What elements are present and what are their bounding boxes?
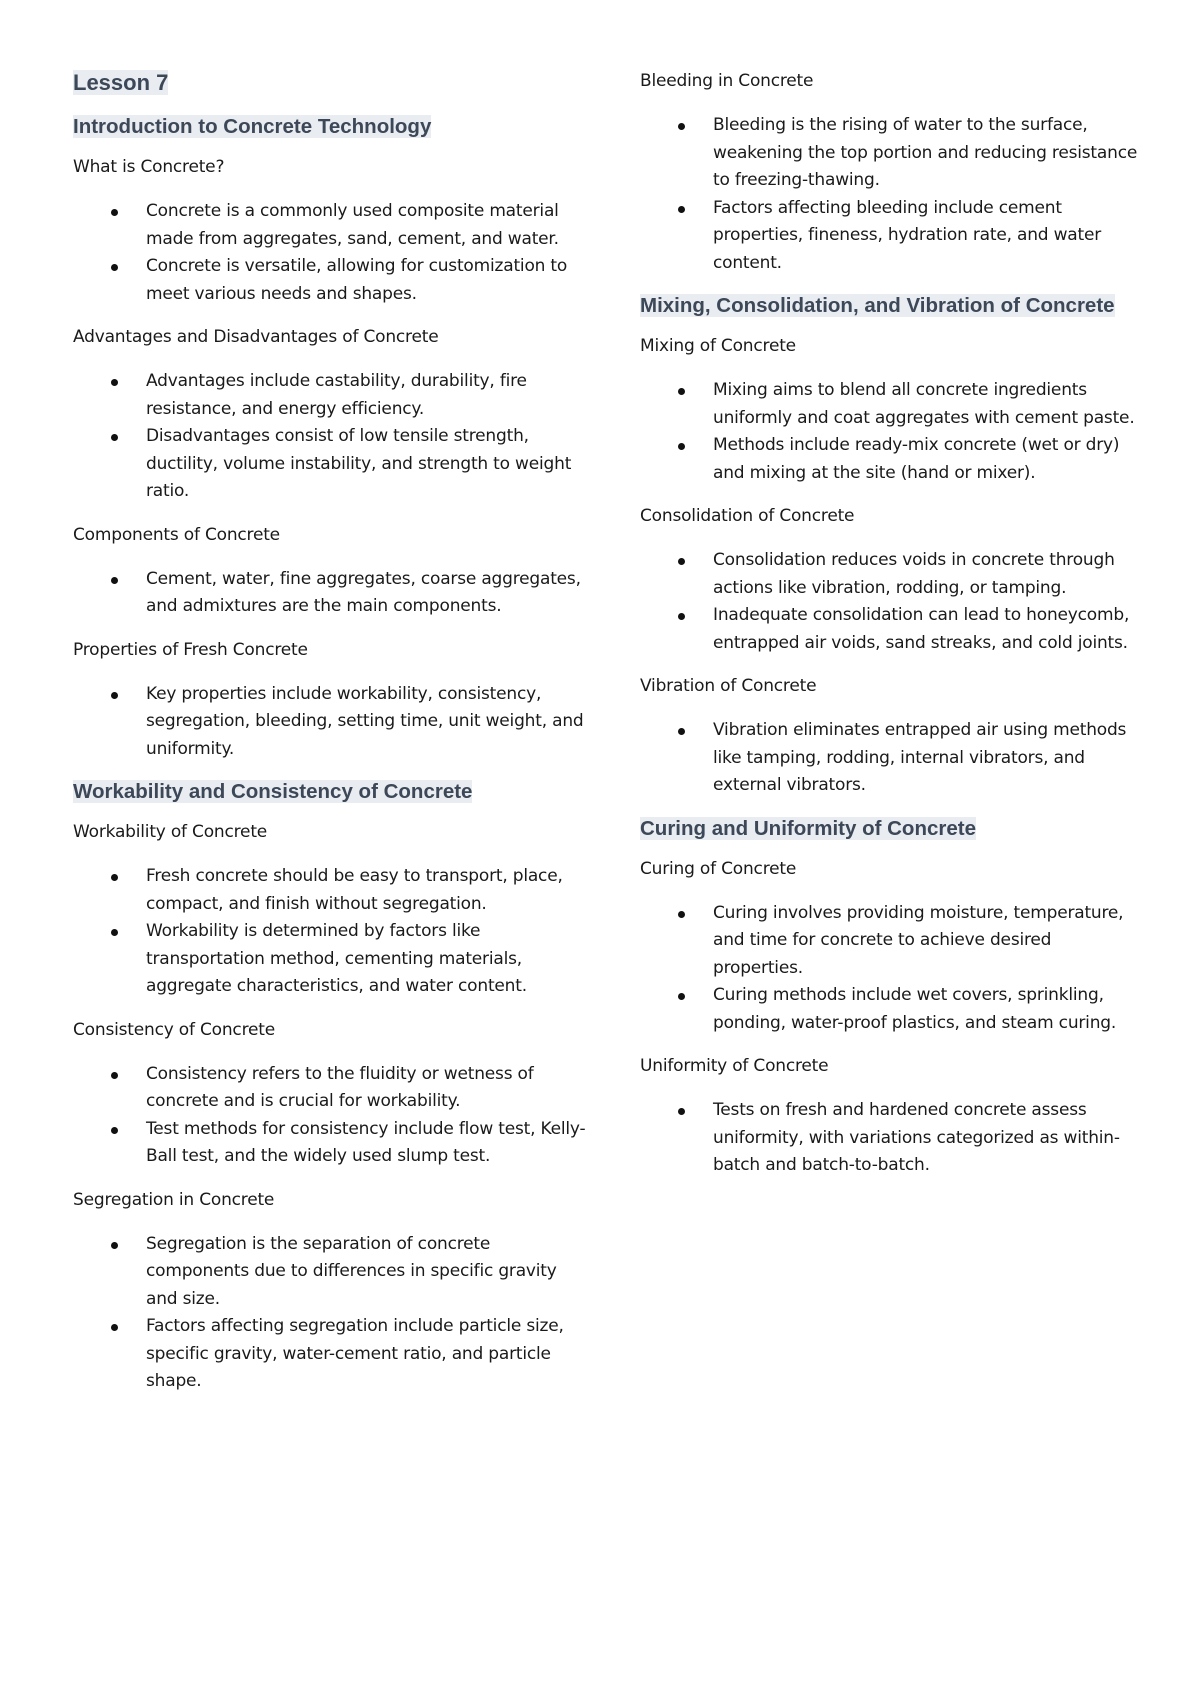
list-item (640, 900, 1140, 983)
list-item-text: Workability is determined by factors like transportation method, cementing materials, aggregate characteristics, and water content. (146, 921, 527, 996)
list-item (73, 681, 593, 764)
list-item-text: Bleeding is the rising of water to the surface, weakening the top portion and reducing resistance to freezing-thawing. (713, 115, 1138, 190)
bullet-icon (678, 993, 685, 1000)
list-item-text: Consistency refers to the fluidity or wetness of concrete and is crucial for workability. (146, 1063, 534, 1111)
list-item (73, 198, 593, 253)
bullet-icon (678, 206, 685, 213)
list-item (640, 717, 1140, 800)
bullet-icon (111, 1242, 118, 1249)
subheading-mixing-of-concrete: Mixing of Concrete (640, 336, 796, 356)
list-item-text: Cement, water, fine aggregates, coarse aggregates, and admixtures are the main components. (146, 568, 581, 616)
subheading-advantages-and-disadvantages-of-concrete: Advantages and Disadvantages of Concrete (73, 327, 439, 347)
bullet-list (640, 900, 1140, 1038)
subheading-workability-of-concrete: Workability of Concrete (73, 822, 268, 842)
bullet-list (73, 1231, 593, 1396)
bullet-icon (111, 1127, 118, 1134)
list-item-text: Fresh concrete should be easy to transport, place, compact, and finish without segregation. (146, 866, 563, 914)
list-item (640, 547, 1140, 602)
list-item-text: Key properties include workability, consistency, segregation, bleeding, setting time, unit weight, and uniformity. (146, 683, 584, 759)
list-item-text: Tests on fresh and hardened concrete assess uniformity, with variations categorized as within-batch and batch-to-batch. (713, 1100, 1120, 1175)
list-item (73, 253, 593, 308)
bullet-icon (678, 388, 685, 395)
list-item-text: Concrete is versatile, allowing for customization to meet various needs and shapes. (146, 256, 568, 304)
bullet-icon (678, 443, 685, 450)
list-item (73, 1116, 593, 1171)
bullet-icon (678, 1108, 685, 1115)
bullet-icon (111, 209, 118, 216)
subheading-components-of-concrete: Components of Concrete (73, 524, 280, 545)
section-heading-block (640, 293, 1140, 319)
section-heading-curing-and-uniformity-of-concrete: Curing and Uniformity of Concrete (640, 816, 976, 840)
left-column (73, 68, 593, 1412)
bullet-list (73, 198, 593, 308)
lesson-title-block (73, 68, 593, 98)
bullet-list (640, 717, 1140, 800)
bullet-list (73, 368, 593, 506)
bullet-icon (678, 558, 685, 565)
subheading-properties-of-fresh-concrete: Properties of Fresh Concrete (73, 639, 308, 660)
list-item (73, 863, 593, 918)
list-item-text: Curing involves providing moisture, temperature, and time for concrete to achieve desired properties. (713, 902, 1124, 978)
list-item (73, 566, 593, 621)
subheading-bleeding-in-concrete: Bleeding in Concrete (640, 71, 814, 91)
list-item (640, 112, 1140, 195)
section-heading-block (73, 779, 593, 805)
list-item (640, 195, 1140, 278)
list-item-text: Curing methods include wet covers, sprinkling, ponding, water-proof plastics, and steam curing. (713, 985, 1117, 1033)
bullet-list (640, 547, 1140, 657)
list-item (640, 432, 1140, 487)
bullet-icon (678, 613, 685, 620)
bullet-list (73, 566, 593, 621)
section-heading-workability-and-consistency-of-concrete: Workability and Consistency of Concrete (73, 780, 473, 803)
list-item-text: Mixing aims to blend all concrete ingredients uniformly and coat aggregates with cement paste. (713, 380, 1135, 428)
subheading-uniformity-of-concrete: Uniformity of Concrete (640, 1056, 829, 1076)
section-heading-block (640, 816, 1140, 842)
list-item (640, 982, 1140, 1037)
bullet-icon (111, 692, 118, 699)
list-item-text: Test methods for consistency include flow test, Kelly-Ball test, and the widely used slump test. (146, 1118, 586, 1166)
subheading-consistency-of-concrete: Consistency of Concrete (73, 1019, 275, 1040)
bullet-icon (111, 929, 118, 936)
bullet-list (73, 681, 593, 764)
bullet-list (640, 377, 1140, 487)
list-item-text: Disadvantages consist of low tensile strength, ductility, volume instability, and strength to weight ratio. (146, 426, 572, 501)
bullet-list (73, 1061, 593, 1171)
section-heading-introduction-to-concrete-technology: Introduction to Concrete Technology (73, 115, 432, 138)
list-item (640, 602, 1140, 657)
bullet-list (640, 112, 1140, 277)
right-column (640, 68, 1140, 1196)
bullet-icon (111, 379, 118, 386)
list-item-text: Inadequate consolidation can lead to honeycomb, entrapped air voids, sand streaks, and cold joints. (713, 605, 1130, 653)
bullet-icon (678, 911, 685, 918)
list-item-text: Methods include ready-mix concrete (wet or dry) and mixing at the site (hand or mixer). (713, 435, 1120, 483)
list-item-text: Concrete is a commonly used composite material made from aggregates, sand, cement, and water. (146, 201, 559, 249)
list-item-text: Consolidation reduces voids in concrete through actions like vibration, rodding, or tamping. (713, 550, 1115, 598)
bullet-icon (111, 1324, 118, 1331)
subheading-consolidation-of-concrete: Consolidation of Concrete (640, 506, 855, 526)
bullet-icon (678, 123, 685, 130)
list-item-text: Factors affecting bleeding include cement properties, fineness, hydration rate, and water content. (713, 197, 1102, 273)
bullet-icon (111, 577, 118, 584)
list-item-text: Segregation is the separation of concrete components due to differences in specific gravity and size. (146, 1233, 557, 1309)
bullet-icon (111, 434, 118, 441)
subheading-segregation-in-concrete: Segregation in Concrete (73, 1189, 275, 1210)
section-heading-block (73, 114, 593, 140)
list-item-text: Vibration eliminates entrapped air using methods like tamping, rodding, internal vibrators, and external vibrators. (713, 720, 1127, 795)
list-item-text: Advantages include castability, durability, fire resistance, and energy efficiency. (146, 371, 527, 419)
list-item (640, 377, 1140, 432)
list-item (73, 1061, 593, 1116)
bullet-icon (111, 1072, 118, 1079)
bullet-icon (111, 264, 118, 271)
bullet-icon (678, 728, 685, 735)
list-item (73, 368, 593, 423)
bullet-list (73, 863, 593, 1001)
bullet-icon (111, 874, 118, 881)
subheading-curing-of-concrete: Curing of Concrete (640, 858, 797, 879)
list-item (73, 1313, 593, 1396)
subheading-vibration-of-concrete: Vibration of Concrete (640, 676, 817, 696)
lesson-title: Lesson 7 (73, 70, 169, 95)
list-item-text: Factors affecting segregation include particle size, specific gravity, water-cement ratio, and particle shape. (146, 1316, 564, 1391)
section-heading-mixing-consolidation-and-vibration-of-concrete: Mixing, Consolidation, and Vibration of Concrete (640, 294, 1115, 317)
list-item (73, 918, 593, 1001)
bullet-list (640, 1097, 1140, 1180)
list-item (640, 1097, 1140, 1180)
subheading-what-is-concrete: What is Concrete? (73, 157, 225, 177)
list-item (73, 1231, 593, 1314)
list-item (73, 423, 593, 506)
